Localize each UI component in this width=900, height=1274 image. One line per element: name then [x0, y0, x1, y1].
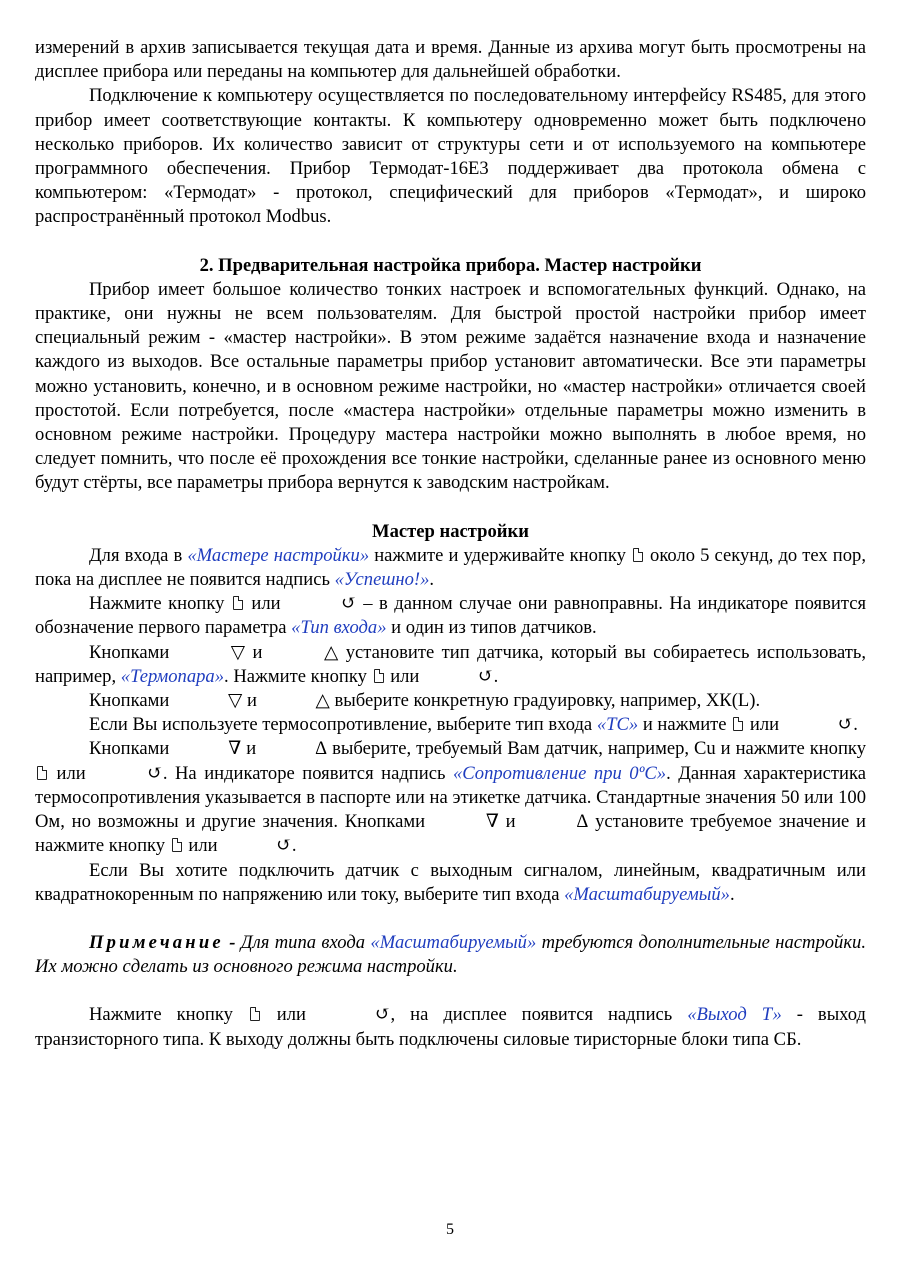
paragraph-connection: Подключение к компьютеру осуществляется по последовательному интерфейсу RS485, для этого прибор имеет соответствующие контакты. К компьютеру одновременно может быть подключено несколько приборов. Их количество зависит от структуры сети и от используемого на компьютере программного обеспечения. Прибор Термодат-16Е3 поддерживает два протокола обмена с компьютером: «Термодат» - протокол, специфический для приборов «Термодат», и широко распространённый протокол Modbus.: [35, 85, 866, 228]
quote-ts: «ТС»: [596, 714, 639, 736]
paragraph-output: Нажмите кнопку или ↺, на дисплее появится надпись «Выход Т» - выход транзисторного типа. К выходу должны быть подключены силовые тиристорные блоки типа СБ.: [35, 1004, 866, 1050]
subheading-wizard: Мастер настройки: [372, 520, 529, 542]
triangle-down-icon: ▽: [230, 641, 246, 663]
paragraph-sensor-type: Кнопками ▽ и △ установите тип датчика, который вы собираетесь использовать, например, «Термопара». Нажмите кнопку или ↺.: [35, 641, 866, 689]
quote-scalable-note: «Масштабируемый»: [370, 931, 537, 953]
note-title: Примечание: [89, 931, 224, 953]
page-content: [35, 36, 866, 1052]
paragraph-archive: измерений в архив записывается текущая дата и время. Данные из архива могут быть просмотрены на дисплее прибора или переданы на компьютер для дальнейшей обработки.: [35, 37, 866, 83]
paragraph-calibration: Кнопками ▽ и △ выберите конкретную градуировку, например, ХК(L).: [35, 689, 866, 713]
quote-success: «Успешно!»: [334, 569, 430, 591]
doc-button-icon: [233, 596, 243, 610]
doc-button-icon: [633, 548, 643, 562]
nabla-down-icon: ∇: [228, 738, 242, 760]
paragraph-rtd-select: Кнопками ∇ и Δ выберите, требуемый Вам датчик, например, Cu и нажмите кнопку или ↺. На индикаторе появится надпись «Сопротивление при 0ºС». Данная характеристика термосопротивления указывается в паспорте или на этикетке датчика. Стандартные значения 50 или 100 Ом, но возможны и другие значения. Кнопками ∇ и Δ установите требуемое значение и нажмите кнопку или ↺.: [35, 737, 866, 858]
rotate-arrow-icon: ↺: [837, 714, 854, 736]
triangle-down-icon: ▽: [227, 690, 243, 712]
section-heading: 2. Предварительная настройка прибора. Мастер настройки: [199, 254, 702, 276]
paragraph-rtd: Если Вы используете термосопротивление, выберите тип входа «ТС» и нажмите или ↺.: [35, 713, 866, 737]
doc-button-icon: [733, 717, 743, 731]
paragraph-setup-intro: Прибор имеет большое количество тонких настроек и вспомогательных функций. Однако, на практике, они нужны не всем пользователям. Для быстрой простой настройки прибор имеет специальный режим - «мастер настройки». В этом режиме задаётся назначение входа и назначение каждого из выходов. Все остальные параметры прибор установит автоматически. Все эти параметры можно установить, конечно, и в основном режиме настройки, но «мастер настройки» отличается своей простотой. Если потребуется, после «мастера настройки» отдельные параметры можно изменить в основном режиме настройки. Процедуру мастера настройки можно выполнять в любое время, но следует помнить, что после её прохождения все тонкие настройки, сделанные ранее из основного меню будут стёрты, все параметры прибора вернутся к заводским настройкам.: [35, 278, 866, 494]
paragraph-enter-wizard: Для входа в «Мастере настройки» нажмите и удерживайте кнопку около 5 секунд, до тех пор, пока на дисплее не появится надпись «Успешно!».: [35, 544, 866, 591]
doc-button-icon: [37, 766, 47, 780]
quote-wizard: «Мастере настройки»: [187, 544, 370, 566]
triangle-up-icon: △: [315, 690, 330, 712]
quote-output-t: «Выход Т»: [687, 1004, 782, 1026]
doc-button-icon: [172, 838, 182, 852]
quote-scalable: «Масштабируемый»: [564, 883, 730, 905]
nabla-down-icon: ∇: [485, 811, 499, 833]
rotate-arrow-icon: ↺: [341, 593, 357, 615]
rotate-arrow-icon: ↺: [478, 665, 494, 687]
rotate-arrow-icon: ↺: [276, 835, 292, 857]
delta-up-icon: Δ: [576, 811, 589, 833]
paragraph-scalable: Если Вы хотите подключить датчик с выходным сигналом, линейным, квадратичным или квадратнокоренным по напряжению или току, выберите тип входа «Масштабируемый».: [35, 859, 866, 905]
page-number: 5: [446, 1221, 454, 1238]
quote-thermocouple: «Термопара»: [120, 665, 225, 687]
doc-button-icon: [374, 669, 384, 683]
doc-button-icon: [250, 1007, 260, 1021]
triangle-up-icon: △: [323, 641, 339, 663]
rotate-arrow-icon: ↺: [147, 762, 163, 784]
note-block: Примечание - Для типа входа «Масштабируемый» требуются дополнительные настройки. Их можно сделать из основного режима настройки.: [35, 931, 866, 978]
rotate-arrow-icon: ↺: [374, 1004, 391, 1026]
paragraph-press-button: Нажмите кнопку или ↺ – в данном случае они равноправны. На индикаторе появится обозначение первого параметра «Тип входа» и один из типов датчиков.: [35, 593, 866, 639]
quote-resistance: «Сопротивление при 0ºС»: [452, 762, 667, 784]
delta-up-icon: Δ: [315, 738, 328, 760]
quote-input-type: «Тип входа»: [291, 617, 387, 639]
